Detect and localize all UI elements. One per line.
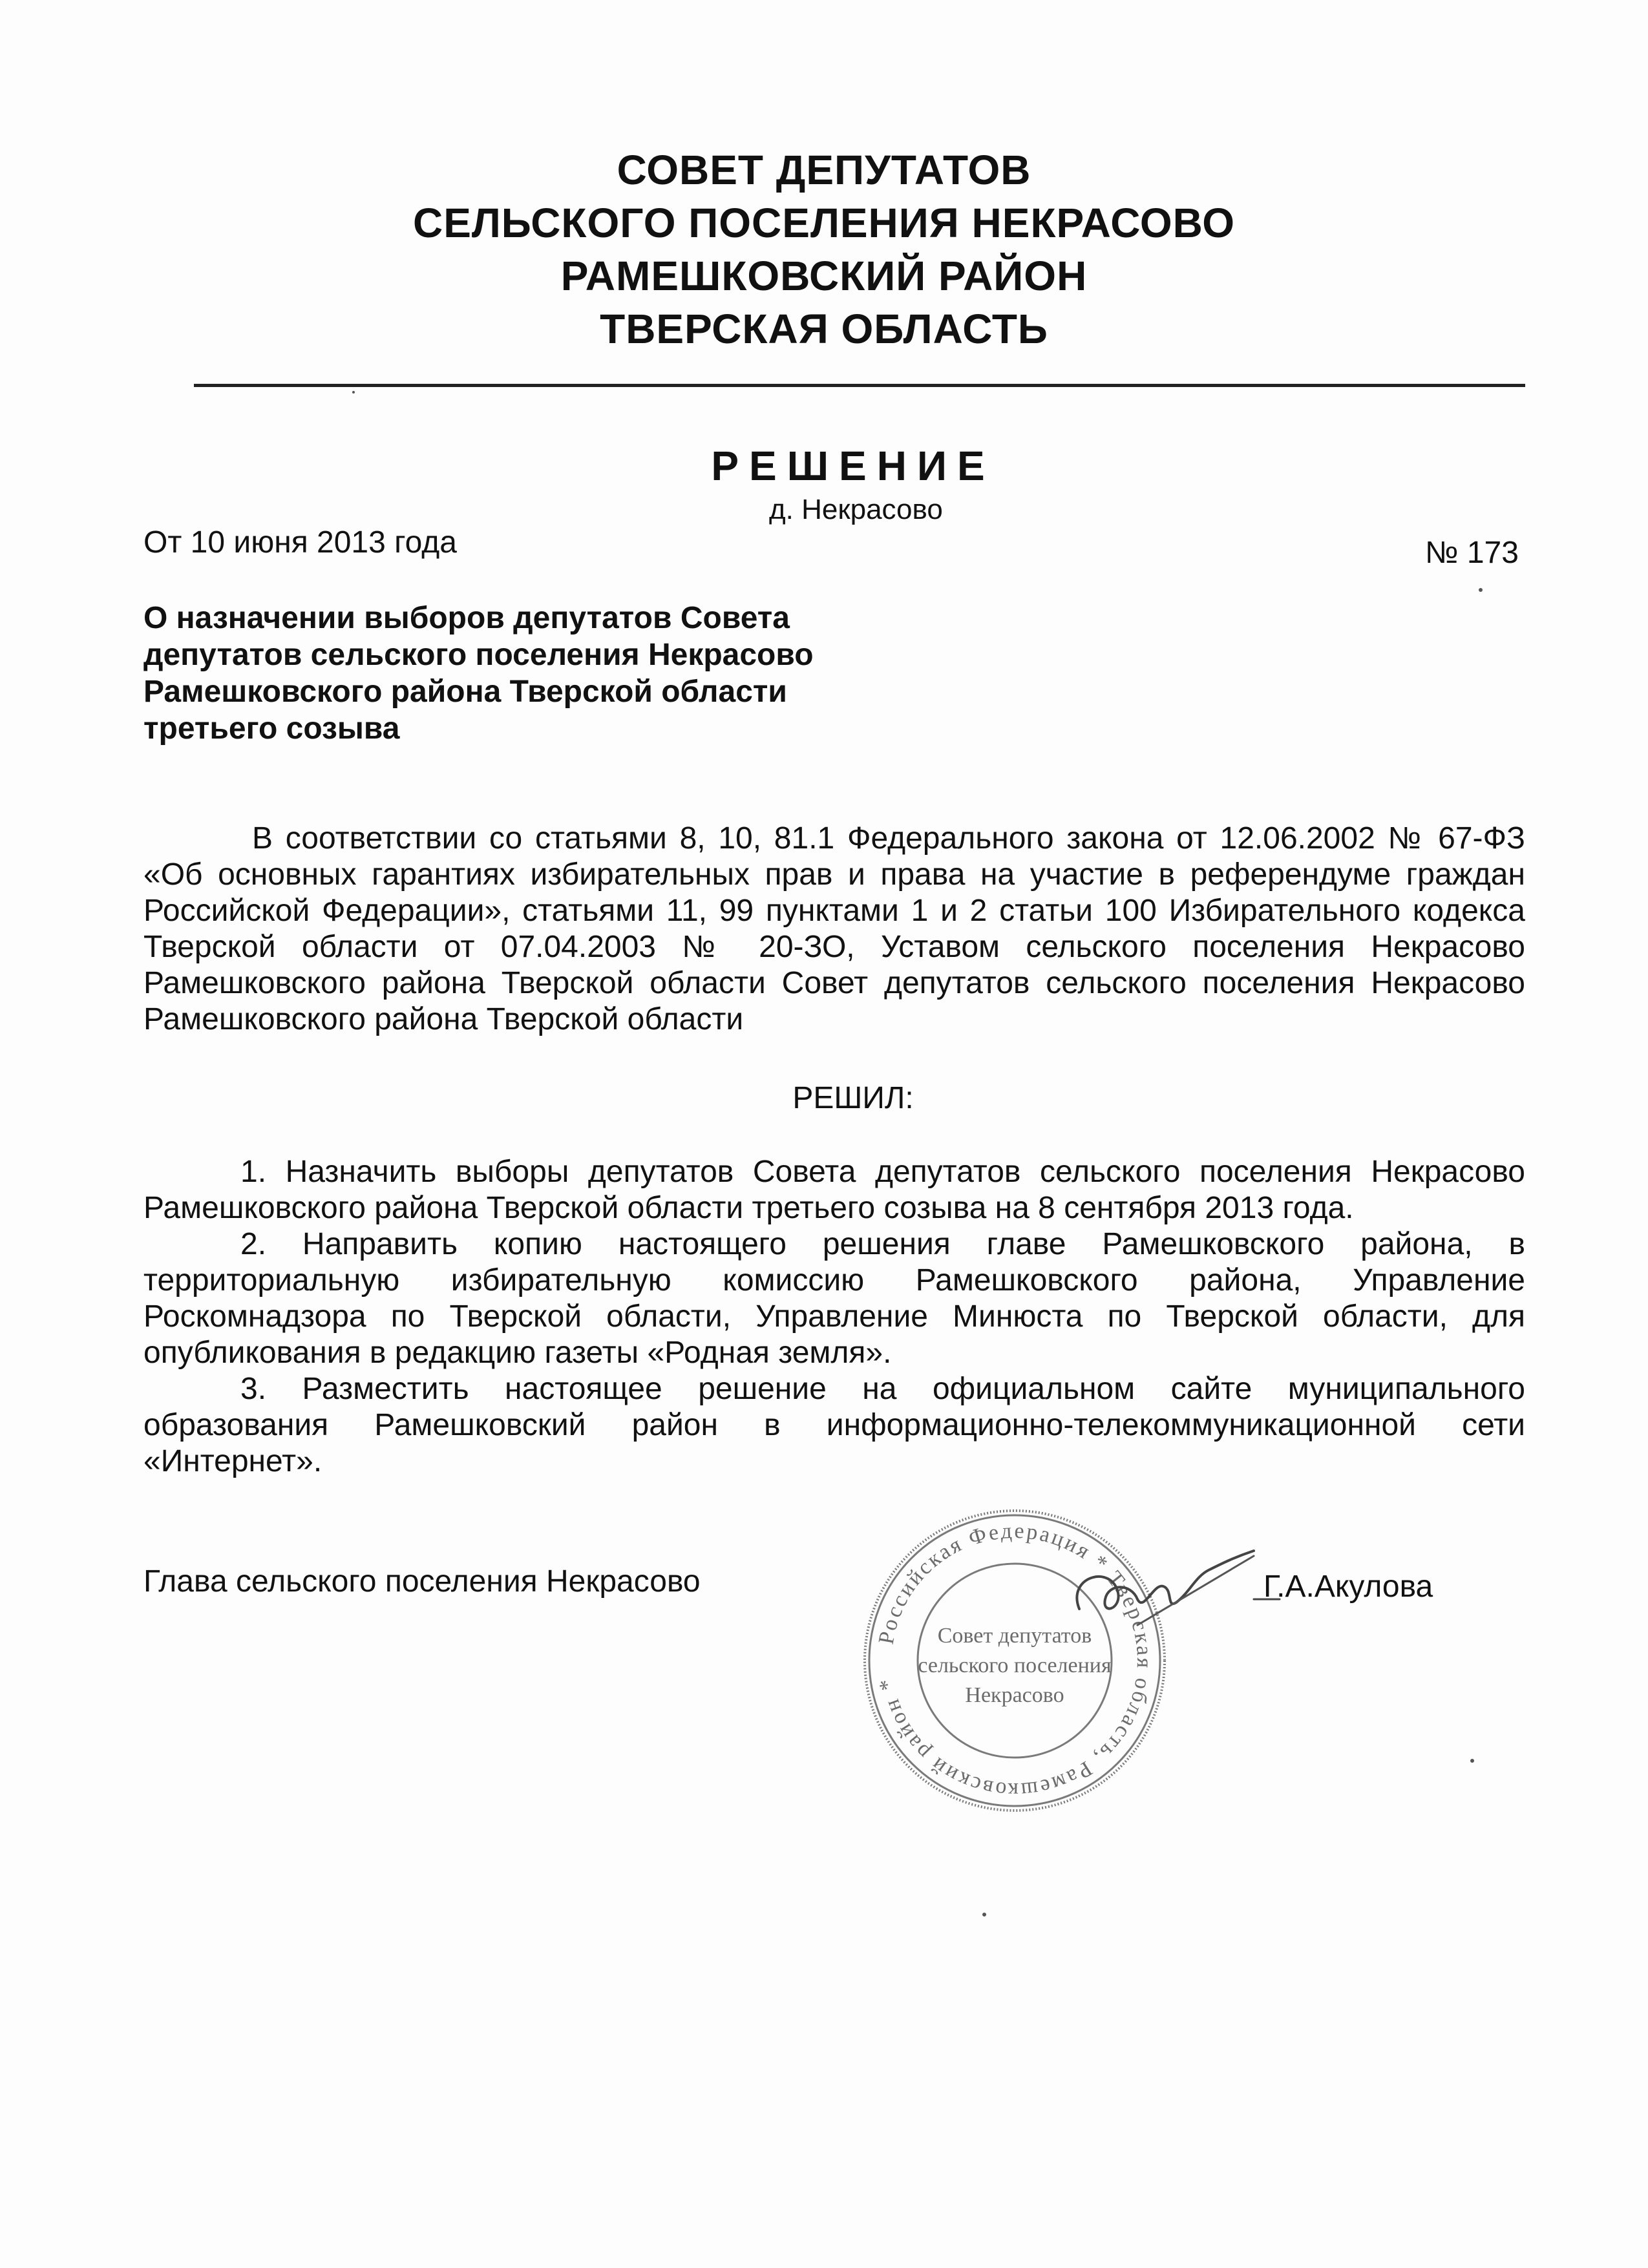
decision-subject: О назначении выборов депутатов Совета депутатов сельского поселения Некрасово Рамешковского района Тверской области третьего созыва [143,601,814,746]
decision-place: д. Некрасово [769,494,943,525]
header-divider [194,384,1525,387]
svg-text:Российская Федерация * Тверска: Российская Федерация * Тверская область, Рамешковский район * [874,1518,1157,1803]
decision-items [143,1154,1525,1480]
scan-speck [352,391,355,394]
scan-speck [1479,588,1483,592]
decision-date: От 10 июня 2013 года [143,525,457,560]
signatory-name: Г.А.Акулова [1263,1570,1433,1604]
header-line: СОВЕТ ДЕПУТАТОВ [617,147,1031,193]
decision-item: 3. Разместить настоящее решение на официальном сайте муниципального образования Рамешковский район в информационно-телекоммуникационной сети «Интернет». [143,1372,1525,1478]
svg-text:Некрасово: Некрасово [965,1683,1064,1707]
resolved-heading: РЕШИЛ: [792,1081,914,1115]
intro-paragraph: В соответствии со статьями 8, 10, 81.1 Федерального закона от 12.06.2002 № 67-ФЗ «Об основных гарантиях избирательных прав и права на участие в референдуме граждан Российской Федерации», статьями 11, 99 пунктами 1 и 2 статьи 100 Избирательного кодекса Тверской области от 07.04.2003 № 20-ЗО, Уставом сельского поселения Некрасово Рамешковского района Тверской области Совет депутатов сельского поселения Некрасово Рамешковского района Тверской области [143,821,1525,1036]
header-line: ТВЕРСКАЯ ОБЛАСТЬ [600,306,1048,352]
svg-text:Совет депутатов: Совет депутатов [937,1624,1092,1648]
decision-title: РЕШЕНИЕ [711,443,995,489]
document-header [142,143,1506,355]
header-line: РАМЕШКОВСКИЙ РАЙОН [560,253,1088,299]
scan-speck [1470,1759,1474,1763]
decision-number: № 173 [1425,536,1519,570]
svg-text:сельского поселения: сельского поселения [918,1654,1112,1677]
handwritten-signature-icon [1041,1538,1286,1641]
decision-item: 1. Назначить выборы депутатов Совета депутатов сельского поселения Некрасово Рамешковского района Тверской области третьего созыва на 8 сентября 2013 года. [143,1155,1525,1225]
decision-item: 2. Направить копию настоящего решения главе Рамешковского района, в территориальную избирательную комиссию Рамешковского района, Управление Роскомнадзора по Тверской области, Управление Минюста по Тверской области, для опубликования в редакцию газеты «Родная земля». [143,1227,1525,1370]
scan-speck [982,1913,986,1916]
signatory-title: Глава сельского поселения Некрасово [143,1564,701,1599]
header-line: СЕЛЬСКОГО ПОСЕЛЕНИЯ НЕКРАСОВО [412,200,1236,246]
